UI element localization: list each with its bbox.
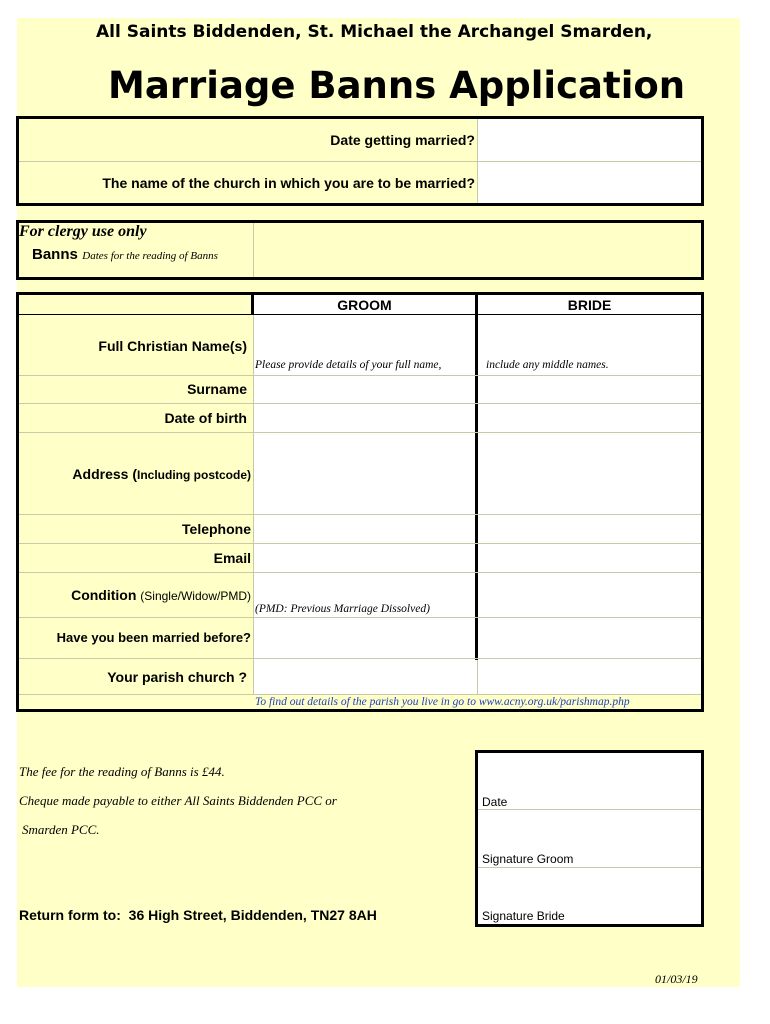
- address-label: [72, 466, 251, 482]
- parish-church-label: Your parish church ?: [107, 669, 247, 685]
- fee-line-3: Smarden PCC.: [22, 822, 100, 837]
- fee-line-2: Cheque made payable to either All Saints Biddenden PCC or: [19, 793, 337, 808]
- condition-label: [71, 587, 251, 603]
- divider: [478, 809, 701, 810]
- signature-box: [475, 750, 704, 927]
- surname-label: Surname: [187, 381, 247, 397]
- divider: [19, 658, 701, 659]
- email-label: Email: [213, 550, 251, 566]
- return-label: Return form to:: [19, 907, 121, 923]
- divider: [253, 315, 254, 694]
- divider: [253, 223, 254, 277]
- divider: [19, 314, 701, 315]
- wedding-date-label: Date getting married?: [330, 132, 475, 148]
- address-label-small: Including postcode): [137, 468, 251, 482]
- parish-map-link[interactable]: To find out details of the parish you live in go to www.acny.org.uk/parishmap.php: [255, 696, 630, 708]
- dob-label: Date of birth: [164, 410, 247, 426]
- parishes-heading: All Saints Biddenden, St. Michael the Archangel Smarden,: [96, 22, 653, 42]
- telephone-label: Telephone: [182, 521, 251, 537]
- groom-bride-border: [475, 295, 478, 660]
- divider: [19, 514, 701, 515]
- fee-line-1: The fee for the reading of Banns is £44.: [19, 764, 225, 779]
- return-address-text: 36 High Street, Biddenden, TN27 8AH: [128, 907, 377, 923]
- signature-date-label: Date: [482, 795, 508, 809]
- banns-row: [32, 246, 218, 264]
- groom-header: GROOM: [337, 297, 392, 313]
- divider: [477, 660, 478, 694]
- version-date: 01/03/19: [655, 972, 698, 986]
- wedding-church-label: The name of the church in which you are to be married?: [102, 175, 475, 191]
- condition-label-small: (Single/Widow/PMD): [140, 589, 251, 603]
- wedding-church-field[interactable]: [478, 162, 701, 203]
- condition-hint: (PMD: Previous Marriage Dissolved): [255, 603, 430, 615]
- divider: [19, 375, 701, 376]
- signature-bride-label: Signature Bride: [482, 909, 565, 923]
- divider: [19, 543, 701, 544]
- bride-column[interactable]: [478, 295, 701, 694]
- divider: [19, 694, 701, 695]
- full-name-label: Full Christian Name(s): [98, 338, 247, 354]
- divider: [19, 617, 701, 618]
- divider: [19, 432, 701, 433]
- clergy-heading: For clergy use only: [19, 223, 147, 240]
- married-before-label: Have you been married before?: [56, 630, 251, 645]
- address-label-main: Address (: [72, 466, 137, 482]
- signature-groom-label: Signature Groom: [482, 852, 574, 866]
- banns-label: Banns: [32, 246, 78, 263]
- wedding-date-field[interactable]: [478, 119, 701, 161]
- divider: [477, 119, 478, 203]
- divider: [19, 161, 701, 162]
- return-address: [19, 907, 377, 923]
- divider: [478, 867, 701, 868]
- groom-column[interactable]: [254, 295, 477, 694]
- form-title: Marriage Banns Application: [108, 64, 686, 107]
- groom-name-hint: Please provide details of your full name,: [255, 359, 442, 371]
- bride-header: BRIDE: [567, 297, 612, 313]
- banns-note: Dates for the reading of Banns: [82, 250, 218, 262]
- divider: [19, 403, 701, 404]
- bride-name-hint: include any middle names.: [486, 359, 609, 371]
- condition-label-main: Condition: [71, 587, 137, 603]
- divider: [19, 572, 701, 573]
